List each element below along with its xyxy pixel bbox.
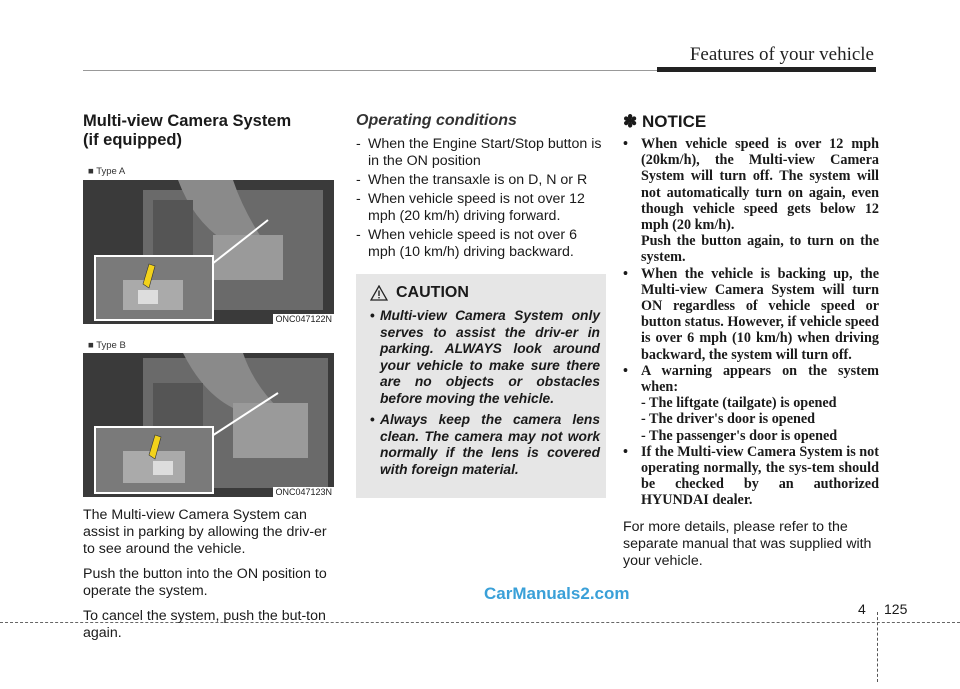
column-2 [356,112,606,263]
page-title [83,112,334,150]
cancel-paragraph: To cancel the system, push the but-ton again. [83,608,326,641]
list-item: • A warning appears on the system when: - The liftgate (tailgate) is opened - The driver's door is opened - The passenger's door is opened [623,362,879,444]
list-item: • Multi-view Camera System only serves to assist the driv-er in parking. ALWAYS look around your vehicle to make sure there are no objects or obstacles before moving the vehicle. [370,308,600,406]
page-number: 125 [884,601,908,617]
warning-triangle-icon [370,285,388,301]
on-paragraph: Push the button into the ON position to operate the system. [83,566,327,599]
list-item: - When the transaxle is on D, N or R [356,172,588,188]
figure-b-label: ■ Type B [88,340,126,351]
footer-rule [0,622,960,623]
caution-title: CAUTION [396,284,469,301]
console-illustration-a [83,180,334,324]
figure-type-a [83,180,334,324]
notice-title: ✽ NOTICE [623,112,707,131]
conditions-list [356,136,606,261]
header-rule [83,70,657,71]
list-item: • When vehicle speed is over 12 mph (20km/h), the Multi-view Camera System will turn off. The system will not automatically turn on again, even though vehicle speed gets below 12 mph (20 km/h). Push the button again, to turn on the system. [623,136,879,266]
footer-separator [877,612,878,682]
caution-box [356,274,606,498]
section-title: Features of your vehicle [689,44,874,65]
more-details-paragraph: For more details, please refer to the separate manual that was supplied with your vehicle. [623,518,872,569]
caution-heading [370,284,469,302]
list-item: - When vehicle speed is not over 6 mph (10 km/h) driving backward. [356,227,577,260]
caution-list [370,308,600,483]
list-item: • Always keep the camera lens clean. The camera may not work normally if the lens is covered with foreign material. [370,412,600,477]
watermark-link[interactable]: CarManuals2.com [484,584,630,603]
list-item: - When the Engine Start/Stop button is in the ON position [356,136,602,169]
column-1 [83,112,334,650]
title-line-1: Multi-view Camera System [83,112,292,130]
chapter-number: 4 [858,601,866,617]
notice-list [623,136,879,509]
intro-paragraph: The Multi-view Camera System can assist in parking by allowing the driv-er to see around the vehicle. [83,507,327,557]
list-item: • If the Multi-view Camera System is not operating normally, the sys-tem should be checked by an authorized HYUNDAI dealer. [623,443,879,509]
figure-a-label: ■ Type A [88,166,126,177]
header-bar [657,67,876,72]
list-item: - When vehicle speed is not over 12 mph (20 km/h) driving forward. [356,191,585,224]
column-3 [623,112,879,570]
title-line-2: (if equipped) [83,131,182,149]
conditions-heading: Operating conditions [356,112,517,129]
console-illustration-b [83,353,334,497]
figure-type-b [83,353,334,497]
figure-a-code: ONC047122N [275,314,332,324]
list-item: • When the vehicle is backing up, the Multi-view Camera System will turn ON regardless of vehicle speed or button status. However, if vehicle speed is over 6 mph (10 km/h) when driving backward, the system will turn off. [623,265,879,363]
figure-b-code: ONC047123N [275,487,332,497]
